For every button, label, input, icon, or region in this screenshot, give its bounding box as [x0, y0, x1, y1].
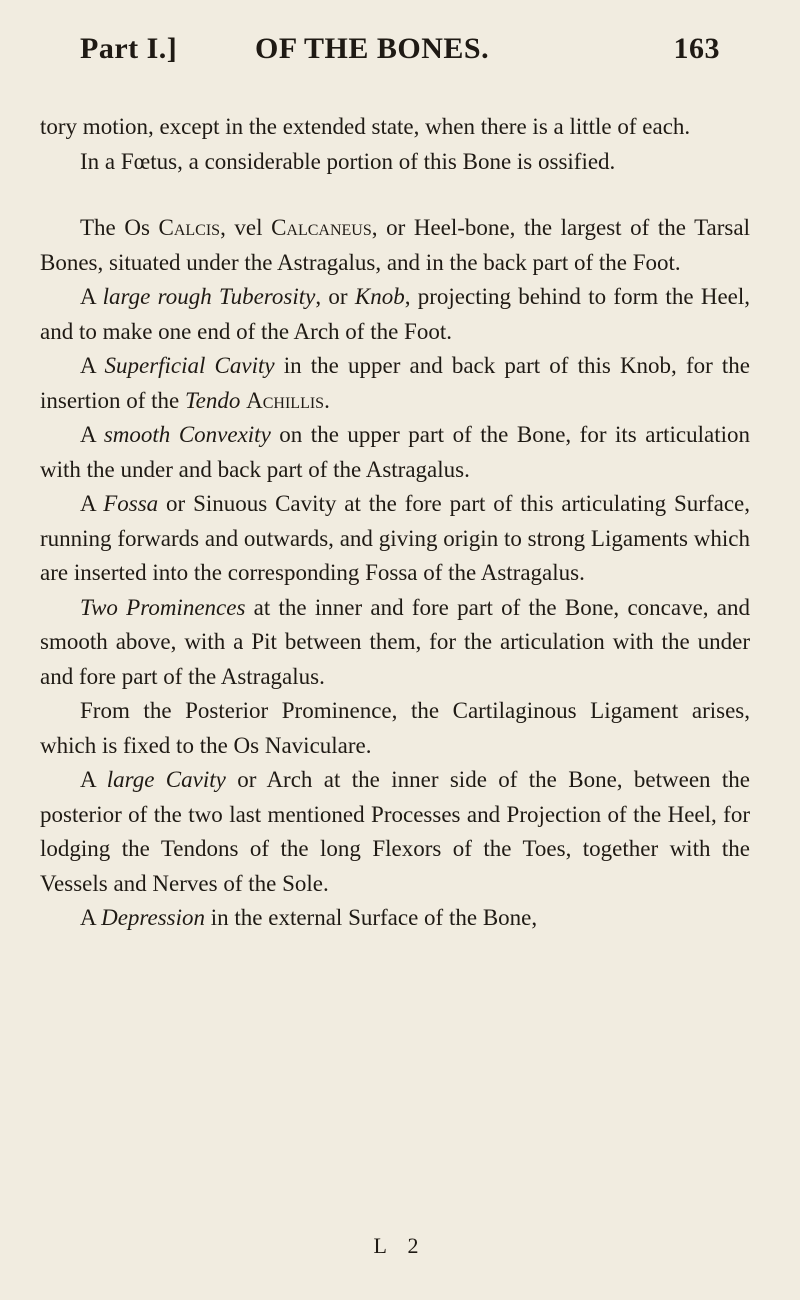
page-body: [40, 110, 750, 936]
paragraph: A Depression in the external Surface of the Bone,: [80, 905, 538, 930]
paragraph: A Fossa or Sinuous Cavity at the fore part of this articulating Surface, running forwards and outwards, and giving origin to strong Ligaments which are inserted into the corresponding Fossa of the Astragalus.: [40, 491, 750, 585]
page-number: 163: [673, 32, 720, 65]
running-header: [80, 32, 720, 82]
paragraph-gap: [40, 179, 750, 211]
paragraph: A large rough Tuberosity, or Knob, projecting behind to form the Heel, and to make one end of the Arch of the Foot.: [40, 284, 750, 344]
paragraph: A smooth Convexity on the upper part of the Bone, for its articulation with the under and back part of the Astragalus.: [40, 422, 750, 482]
paragraph: A large Cavity or Arch at the inner side of the Bone, between the posterior of the two last mentioned Processes and Projection of the Heel, for lodging the Tendons of the long Flexors of the Toes, together with the Vessels and Nerves of the Sole.: [40, 767, 751, 896]
paragraph: Two Prominences at the inner and fore part of the Bone, concave, and smooth above, with a Pit between them, for the articulation with the under and fore part of the Astragalus.: [40, 594, 750, 689]
chapter-title: OF THE BONES.: [255, 32, 490, 65]
paragraph: A Superficial Cavity in the upper and back part of this Knob, for the insertion of the Tendo Achillis.: [40, 353, 750, 413]
paragraph: From the Posterior Prominence, the Cartilaginous Ligament arises, which is fixed to the Os Naviculare.: [40, 698, 750, 758]
paragraph: In a Fœtus, a considerable portion of this Bone is ossified.: [80, 148, 616, 174]
paragraph: tory motion, except in the extended state, when there is a little of each.: [40, 114, 691, 139]
paragraph: The Os Calcis, vel Calcaneus, or Heel-bone, the largest of the Tarsal Bones, situated under the Astragalus, and in the back part of the Foot.: [40, 215, 750, 275]
part-label: Part I.]: [80, 32, 178, 65]
signature-mark: L 2: [373, 1233, 427, 1258]
